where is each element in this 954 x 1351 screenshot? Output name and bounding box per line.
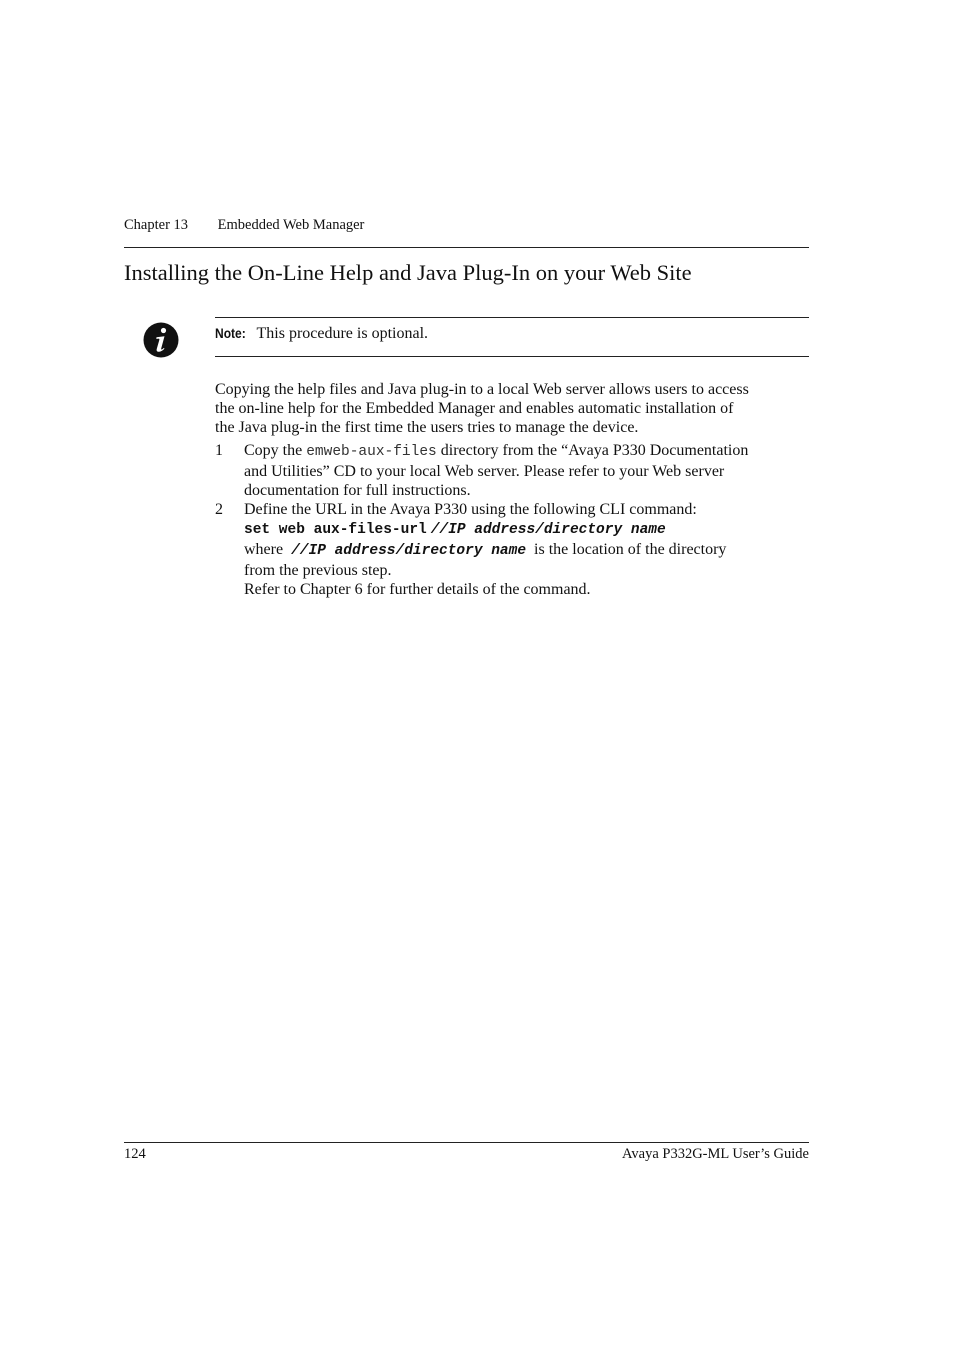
step-text: is the location of the directory <box>534 541 727 558</box>
header-rule <box>124 247 809 248</box>
directory-name-code: emweb-aux-files <box>306 444 437 460</box>
step-line: and Utilities” CD to your local Web server. Please refer to your Web server <box>244 463 725 480</box>
step-number: 2 <box>215 501 223 518</box>
guide-title: Avaya P332G-ML User’s Guide <box>622 1146 809 1162</box>
intro-line: the Java plug-in the first time the users tries to manage the device. <box>215 419 639 436</box>
step-line: from the previous step. <box>244 562 392 579</box>
page-number: 124 <box>124 1146 146 1162</box>
cli-command-argument: //IP address/directory name <box>430 522 666 538</box>
section-title: Installing the On-Line Help and Java Plug-In on your Web Site <box>124 260 692 285</box>
step-content <box>244 441 814 500</box>
intro-line: the on-line help for the Embedded Manager and enables automatic installation of <box>215 400 734 417</box>
cli-command <box>244 519 814 540</box>
step-line <box>244 540 814 561</box>
step-text: where <box>244 541 284 558</box>
step-text: directory from the “Avaya P330 Documentation <box>440 442 749 459</box>
step-line: Refer to Chapter 6 for further details of the command. <box>244 581 591 598</box>
step-line <box>244 441 814 462</box>
info-icon <box>143 322 179 358</box>
step-number: 1 <box>215 442 223 459</box>
running-header <box>124 216 364 234</box>
intro-line: Copying the help files and Java plug-in to a local Web server allows users to access <box>215 381 749 398</box>
header-chapter: Chapter 13 <box>124 217 189 233</box>
where-argument: //IP address/directory name <box>291 543 527 559</box>
cli-command-keyword: set web aux-files-url <box>244 522 427 538</box>
note-bottom-rule <box>215 356 809 357</box>
header-chapter-title: Embedded Web Manager <box>217 217 365 233</box>
note-label: Note: <box>215 325 246 341</box>
note <box>215 323 428 344</box>
step-line: documentation for full instructions. <box>244 482 471 499</box>
note-top-rule <box>215 317 809 318</box>
step-text: Copy the <box>244 442 303 459</box>
footer-rule <box>124 1142 809 1143</box>
step-line: Define the URL in the Avaya P330 using the following CLI command: <box>244 501 697 518</box>
intro-paragraph <box>215 380 815 437</box>
note-text: This procedure is optional. <box>256 325 429 342</box>
step-content <box>244 500 814 599</box>
